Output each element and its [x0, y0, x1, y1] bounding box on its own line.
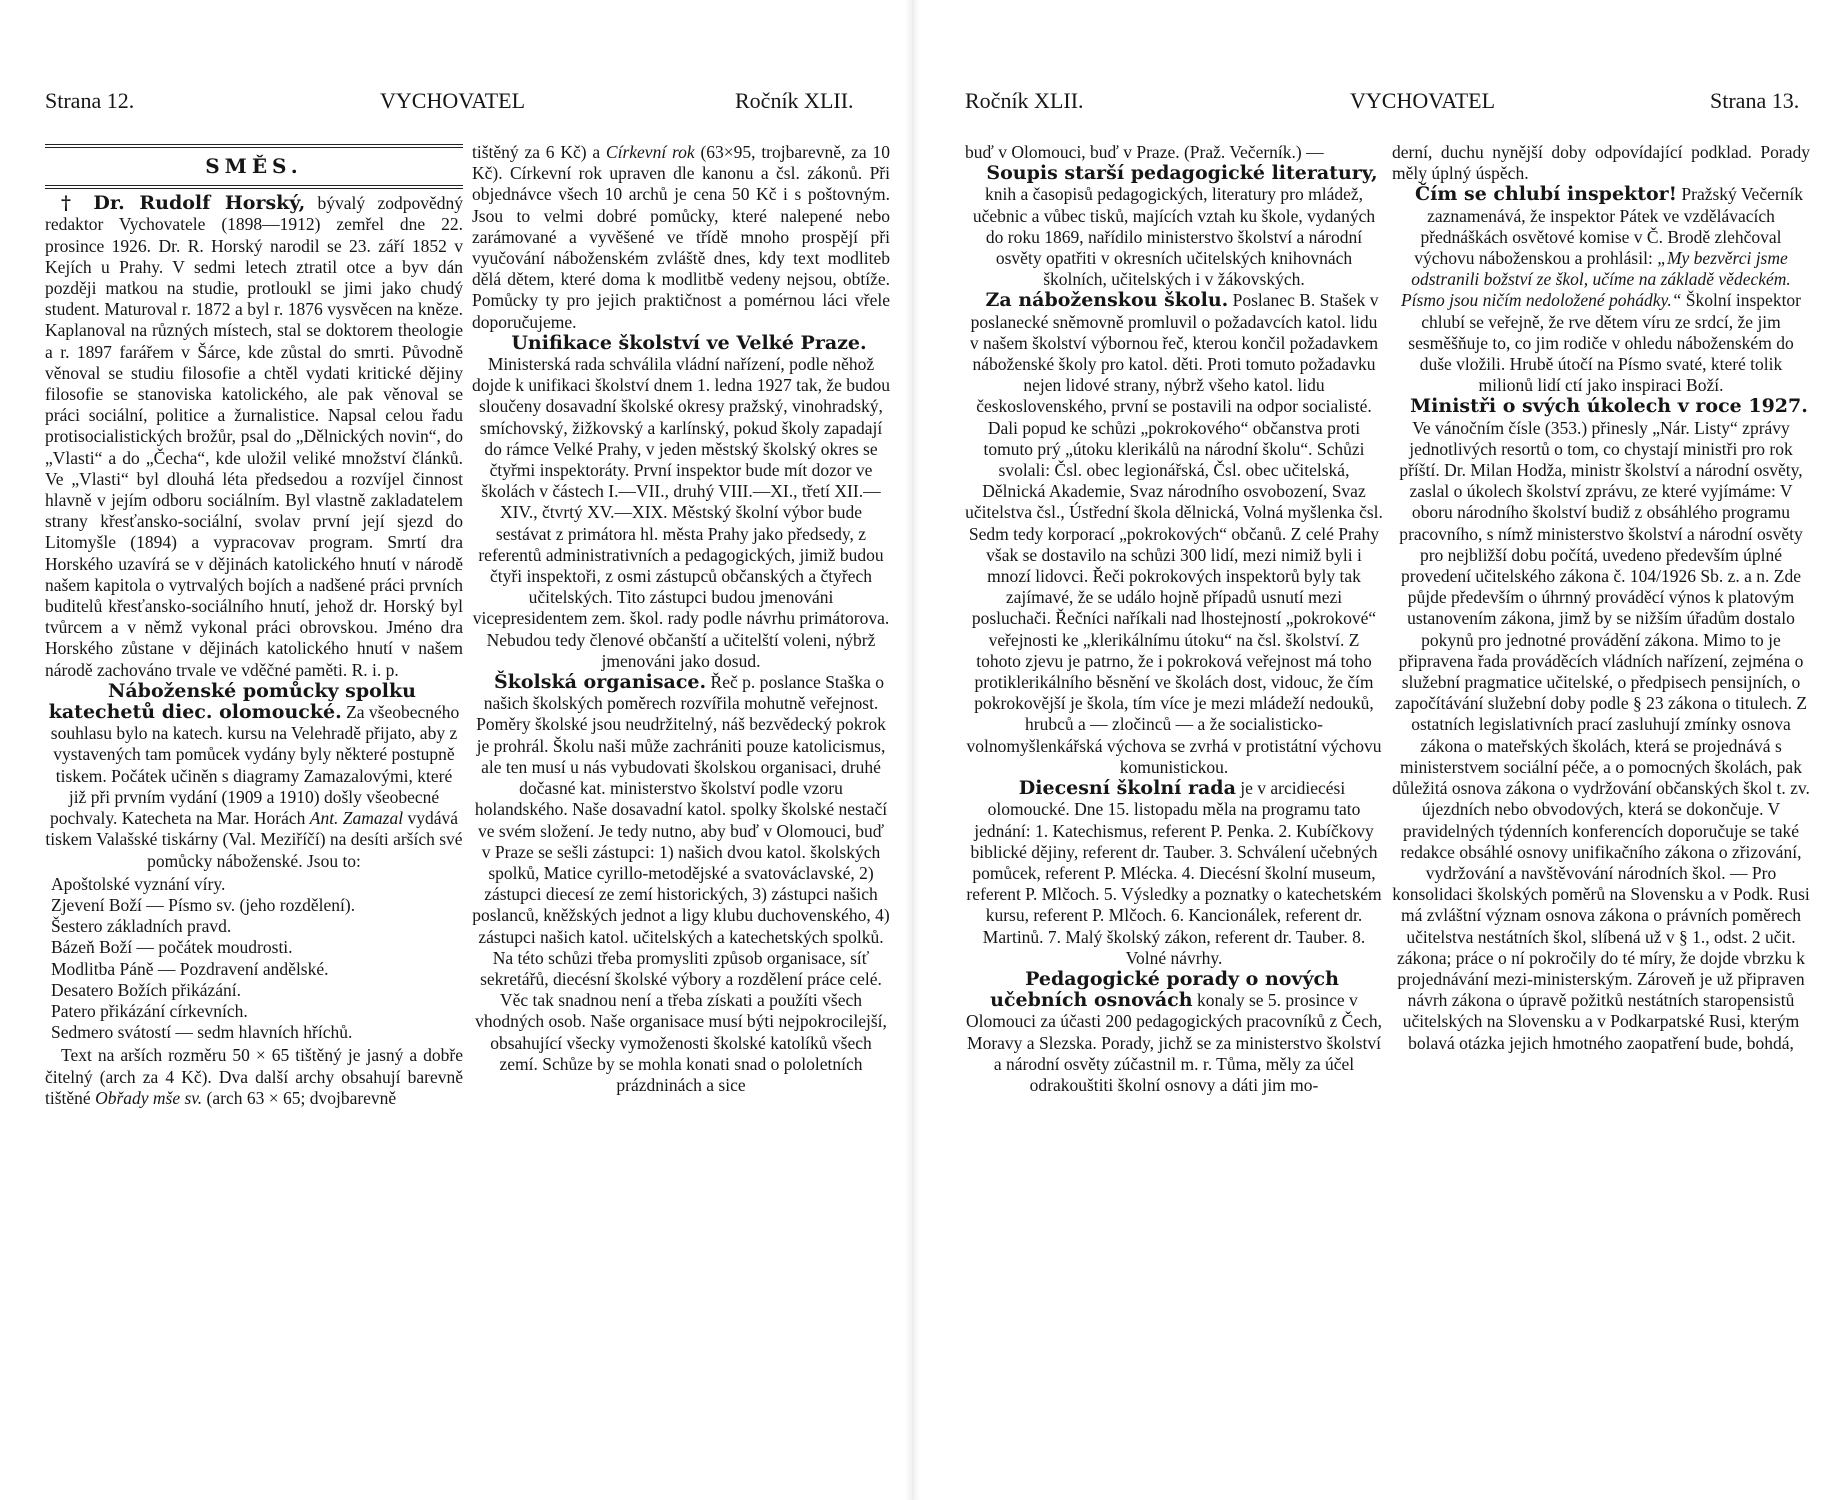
- article-body: Za všeobecného souhlasu bylo na katech. kursu na Velehradě přijato, aby z vystavených tam pomůcek vydány byly některé postupně tiskem. Počátek učiněn s diagramy Zamazalovými, které již při prvním vydání (1909 a 1910) došly všeobecné pochvaly. Katecheta na Mar. Horách: [49, 702, 460, 829]
- article-body: Pražský Večerník zaznamenává, že inspektor Pátek ve vzdělávacích přednáškách osvětové komise v Č. Brodě zlehčoval výchovu náboženskou a prohlásil:: [1414, 184, 1804, 269]
- page-number: Strana 13.: [1710, 88, 1800, 113]
- list-item: Patero přikázání církevních.: [51, 1000, 248, 1021]
- article-organisace: [472, 672, 890, 1096]
- article-heading: Ministři o svých úkolech v roce 1927.: [1410, 395, 1808, 418]
- journal-title: VYCHOVATEL: [1350, 88, 1496, 113]
- right-column-1: [965, 142, 1383, 1487]
- journal-title: VYCHOVATEL: [380, 88, 526, 113]
- article-ministri: [1392, 396, 1810, 1053]
- article-pomucky: [45, 681, 463, 872]
- list-item: Bázeň Boží — počátek moudrosti.: [51, 937, 293, 958]
- left-running-head: [45, 88, 885, 116]
- list-item: Apoštolské vyznání víry.: [51, 873, 226, 894]
- article-heading: Pedagogické porady o nových učebních osnovách: [990, 967, 1339, 1012]
- article-body: (arch 63 × 65; dvojbarevně: [206, 1087, 397, 1108]
- article-nabozenska-skola: [965, 290, 1383, 778]
- volume-label: Ročník XLII.: [735, 88, 854, 113]
- page-number: Strana 12.: [45, 88, 135, 113]
- article-body: (63×95, trojbarevně, za 10 Kč). Církevní rok upraven dle kanonu a čsl. zákonů. Při objednávce všech 10 archů je cena 50 Kč i s poštovným. Jsou to velmi dobré pomůcky, které nalepené nebo zarámované a vyvěšené ve třídě mnoho prospějí při vyučování náboženském zvláště dnes, kdy text modliteb dělá dětem, které doma k modlitbě vedeny nejsou, obtíže. Pomůcky ty pro jejich praktičnost a pomérnou láci vřele doporučujeme.: [472, 142, 890, 332]
- section-title: SMĚS.: [205, 154, 303, 178]
- article-body: bývalý zodpovědný redaktor Vychovatele (1898—1912) zemřel dne 22. prosince 1926. Dr. R. Horský narodil se 23. září 1852 v Kejích u Prahy. V sedmi letech ztratil otce a byv dán později matkou na studie, protloukl se jimi jako chudý student. Maturoval r. 1872 a byl r. 1876 vysvěcen na kněze. Kaplanoval na různých místech, stal se doktorem theologie a r. 1897 farářem v Šárce, kde zůstal do smrti. Původně věnoval se studiu filosofie a chtěl vydati kritické dějiny filosofie se stanoviska katolického, ale pak věnoval se práci sociální, politice a žurnalistice. Napsal celou řadu protisocialistických brožůr, psal do „Dělnických novin“, do „Vlasti“ a do „Čecha“, kde uložil veliké množství článků. Ve „Vlasti“ byl dlouhá léta předsedou a rozvíjel činnost hlavně v jejím odboru sociálním. Byl vlastně zakladatelem strany křesťansko-sociální, svolav první její sjezd do Litomyšle (1894) a vypracovav program. Smrtí dra Horského uzavírá se v dějinách katolického hnutí v národě našem kapitola o vytrvalých bojích a nadšené práci prvních buditelů křesťansko-sociálního hnutí, jehož dr. Horský byl tvůrcem a v němž vykonal práci obrovskou. Jméno dra Horského zůstane v dějinách katolického hnutí v našem národě zachováno trvale ve vděčné paměti. R. i. p.: [45, 193, 463, 680]
- right-column-2: [1392, 142, 1810, 1487]
- list-item: Sedmero svátostí — sedm hlavních hříchů.: [51, 1022, 353, 1043]
- title-reference: Obřady mše sv.: [95, 1087, 203, 1108]
- aids-list: [45, 874, 463, 1044]
- right-running-head: [965, 88, 1805, 116]
- list-item: Modlitba Páně — Pozdravení andělské.: [51, 958, 329, 979]
- article-heading: Školská organisace.: [493, 671, 707, 694]
- article-body: tištěný za 6 Kč) a: [472, 142, 601, 162]
- article-heading: Náboženské pomůcky spolku katechetů diec. olomoucké.: [48, 679, 416, 724]
- list-item: Desatero Božích přikázání.: [51, 979, 241, 1000]
- list-item: Zjevení Boží — Písmo sv. (jeho rozdělení).: [51, 894, 356, 915]
- article-body: Ministerská rada schválila vládní nařízení, podle něhož dojde k unifikaci školství dnem 1. ledna 1927 tak, že budou sloučeny dosavadní školské okresy pražský, vinohradský, smíchovský, žižkovský a karlínský, pokud školy zapadají do rámce Velké Prahy, v jeden městský školský okres se čtyřmi inspektoráty. První inspektor bude mít dozor ve školách v částech I.—VII., druhý VIII.—XI., třetí XII.—XIV., čtvrtý XV.—XIX. Městský školní výbor bude sestávat z primátora hl. města Prahy jako předsedy, z referentů administrativních a pedagogických, jimiž budou čtyři inspektoři, z osmi zástupců občanských a čtyřech učitelských. Tito zástupci budou jmenováni vicepresidentem zem. škol. rady podle návrhu primátorova. Nebudou tedy členové občanští a učitelští voleni, nýbrž jmenováni jako dosud.: [472, 354, 890, 671]
- page-gutter: [905, 0, 920, 1500]
- article-continuation: [472, 142, 890, 333]
- article-porady: [965, 969, 1383, 1096]
- article-horsky: [45, 193, 463, 681]
- article-unifikace: [472, 333, 890, 672]
- article-body: Ve vánočním čísle (353.) přinesly „Nár. Listy“ zprávy jednotlivých resortů o tom, co chystají ministři pro rok příští. Dr. Milan Hodža, ministr školství a národní osvěty, zaslal o úkolech školství zprávu, ze které vyjímáme: V oboru národního školství budiž z obsáhlého programu pracovního, s nímž ministerstvo školství a národní osvěty pro nejbližší dobu počítá, uvedeno především úplné provedení učitelského zákona č. 104/1926 Sb. z. a n. Zde půjde především o úhrnný prováděcí výnos k platovým ustanovením zákona, jimž by se nižším úřadům dostalo pokynů pro jednotné provádění zákona. Mimo to je připravena řada prováděcích vládních nařízení, zejména o služební pragmatice učitelské, o předpisech pensijních, o započítávání služební doby podle § 23 zákona o titulech. Z ostatních legislativních prací zasluhují zmínky osnova zákona o mateřských školách, která se projednává s ministerstvem sociální péče, a o pomocných školách, pak důležitá osnova zákona o vydržování občanských škol t. zv. újezdních nebo obvodových, která se dokončuje. V pravidelných týdenních konferencích doporučuje se také redakce obsáhlé osnovy unifikačního zákona o zřizování, vydržování a navštěvování národních škol. — Pro konsolidaci školských poměrů na Slovensku a v Podk. Rusi má zvláštní význam osnova zákona o právních poměrech učitelstva nestátních škol, slíbená už v § 1., odst. 2 učit. zákona; práce o ní pokročily do té míry, že dojde vbrzku k projednávání mezi-ministerským. Zároveň je už připraven návrh zákona o úpravě požitků nestátních staropensistů učitelských na Slovensku a v Podkarpatské Rusi, kterým bolavá otázka jejich hmotného zaopatření bude, bohdá,: [1392, 417, 1810, 1053]
- article-heading: † Dr. Rudolf Horský,: [61, 192, 306, 215]
- title-reference: Církevní rok: [605, 142, 695, 162]
- article-continuation: derní, duchu nynější doby odpovídající podklad. Porady měly úplný úspěch.: [1392, 142, 1810, 184]
- article-body: Řeč p. poslance Staška o našich školských poměrech rozvířila mohutně veřejnost. Poměry školské jsou neudržitelný, náš bezvědecký pokrok je prohrál. Školu naši může zachrániti pouze katolicismus, ale ten musí u nás vybudovati školskou organisaci, druhé dočasné kat. ministerstvo školství podle vzoru holandského. Naše dosavadní katol. spolky školské nestačí ve svém složení. Je tedy nutno, aby buď v Olomouci, buď v Praze se sešli zástupci: 1) našich dvou katol. školských spolků, Matice cyrillo-metodějské a svatováclavské, 2) zástupci diecesí ze zemí historických, 3) zástupci našich poslanců, kněžských jednot a ligy klubu duchovenského, 4) zástupci našich katol. učitelských a katechetských spolků. Na této schůzi třeba promysliti způsob organisace, síť sekretářů, diecésní školské výbory a rozdělení práce celé. Věc tak snadnou není a třeba získati a použíti všech vhodných osob. Naše organisace musí býti nejpokrocilejší, obsahující všecky vymoženosti školské katolíků všech zemí. Schůze by se mohla konati snad o pololetních prázdninách a sice: [472, 672, 890, 1095]
- article-heading: Unifikace školství ve Velké Praze.: [511, 331, 867, 354]
- article-body: konaly se 5. prosince v Olomouci za účasti 200 pedagogických pracovníků z Čech, Moravy a Slezska. Porady, jichž se za ministerstvo školství a národní osvěty zúčastnil m. r. Tůma, měly za účel odrakouštiti školní osnovy a dáti jim mo-: [966, 990, 1382, 1095]
- article-heading: Za náboženskou školu.: [985, 289, 1229, 312]
- left-column-2: [472, 142, 890, 1487]
- article-soupis: [965, 163, 1383, 290]
- article-continuation: buď v Olomouci, buď v Praze. (Praž. Večerník.) —: [965, 142, 1324, 162]
- article-inspektor: [1392, 184, 1810, 396]
- article-heading: Soupis starší pedagogické literatury,: [986, 162, 1378, 185]
- section-header: [45, 144, 463, 189]
- article-skolni-rada: [965, 778, 1383, 969]
- left-column-1: [45, 142, 463, 1487]
- right-page: [920, 0, 1825, 1500]
- article-body: Školní inspektor chlubí se veřejně, že rve dětem víru ze srdcí, že jim sesměšňuje to, co jim rodiče v ohledu náboženském do duše vložili. Hrubě útočí na Písmo svaté, které tolik milionů lidí ctí jako inspiraci Boží.: [1408, 290, 1802, 396]
- quotation: „My bezvěrci jsme odstranili božství ze škol, učíme na základě vědeckém. Písmo jsou ničím nedoložené pohádky.“: [1400, 248, 1791, 311]
- author-name: Ant. Zamazal: [309, 808, 404, 829]
- list-item: Šestero základních pravd.: [51, 916, 232, 937]
- article-body: je v arcidiecési olomoucké. Dne 15. listopadu měla na programu tato jednání: 1. Katechismus, referent P. Penka. 2. Kubíčkovy biblické dějiny, referent dr. Tauber. 3. Schválení učebných pomůcek, referent P. Mlécka. 4. Diecésní školní museum, referent P. Mlčoch. 5. Výsledky a poznatky o katechetském kursu, referent P. Mlčoch. 6. Kancionálek, referent dr. Martinů. 7. Malý školský zákon, referent dr. Tauber. 8. Volné návrhy.: [966, 778, 1382, 968]
- article-body: Poslanec B. Stašek v poslanecké sněmovně promluvil o požadavcích katol. lidu v našem školství výbornou řeč, kterou končil požadavkem náboženské školy pro katol. děti. Proti tomuto požadavku nejen lidové strany, nýbrž všeho katol. lidu československého, první se postavili na odpor socialisté. Dali popud ke schůzi „pokrokového“ občanstva proti tomuto prý „útoku klerikálů na národní školu“. Schůzi svolali: Čsl. obec legionářská, Čsl. obec učitelská, Dělnická Akademie, Svaz národního osvobození, Svaz učitelstva čsl., Ústřední škola dělnická, Volná myšlenka čsl. Sedm tedy korporací „pokrokových“ občanů. Z celé Prahy však se dostavilo na schůzi 300 lidí, mezi nimiž byli i mnozí lidovci. Řeči pokrokových inspektorů byly tak zajímavé, že se událo hojně případů usnutí mezi posluchači. Řečníci naříkali nad lhostejností „pokrokové“ veřejnosti ke „klerikálnímu útoku“ na čsl. školství. Z tohoto zjevu je patrno, že i pokroková veřejnost má toho protiklerikálního běsnění ve školách dost, vidouc, že čím pokrokovější je škola, tím více je mezi mládeží nedouků, hrubců a — zločinců — a že socialisticko-volnomyšlenkářská výchova se zvrhá v protistátní výchovu komunistickou.: [965, 290, 1383, 777]
- article-pomucky-end: [45, 1045, 463, 1109]
- article-body: vydává tiskem Valašské tiskárny (Val. Meziříčí) na desíti arších své pomůcky náboženské. Jsou to:: [45, 808, 463, 871]
- article-body: Text na arších rozměru 50 × 65 tištěný je jasný a dobře čitelný (arch za 4 Kč). Dva další archy obsahují barevně tištěné: [45, 1045, 463, 1108]
- volume-label: Ročník XLII.: [965, 88, 1084, 113]
- article-heading: Čím se chlubí inspektor!: [1414, 183, 1678, 206]
- left-page: [0, 0, 905, 1500]
- divider: [45, 185, 463, 189]
- article-body: knih a časopisů pedagogických, literatury pro mládež, učebnic a vůbec tisků, majících vztah ku škole, vydaných do roku 1869, nařídilo ministerstvo školství a národní osvěty opatřiti v okresních učitelských knihovnách školních, učitelských i v žákovských.: [972, 184, 1376, 290]
- article-heading: Diecesní školní rada: [1018, 777, 1236, 800]
